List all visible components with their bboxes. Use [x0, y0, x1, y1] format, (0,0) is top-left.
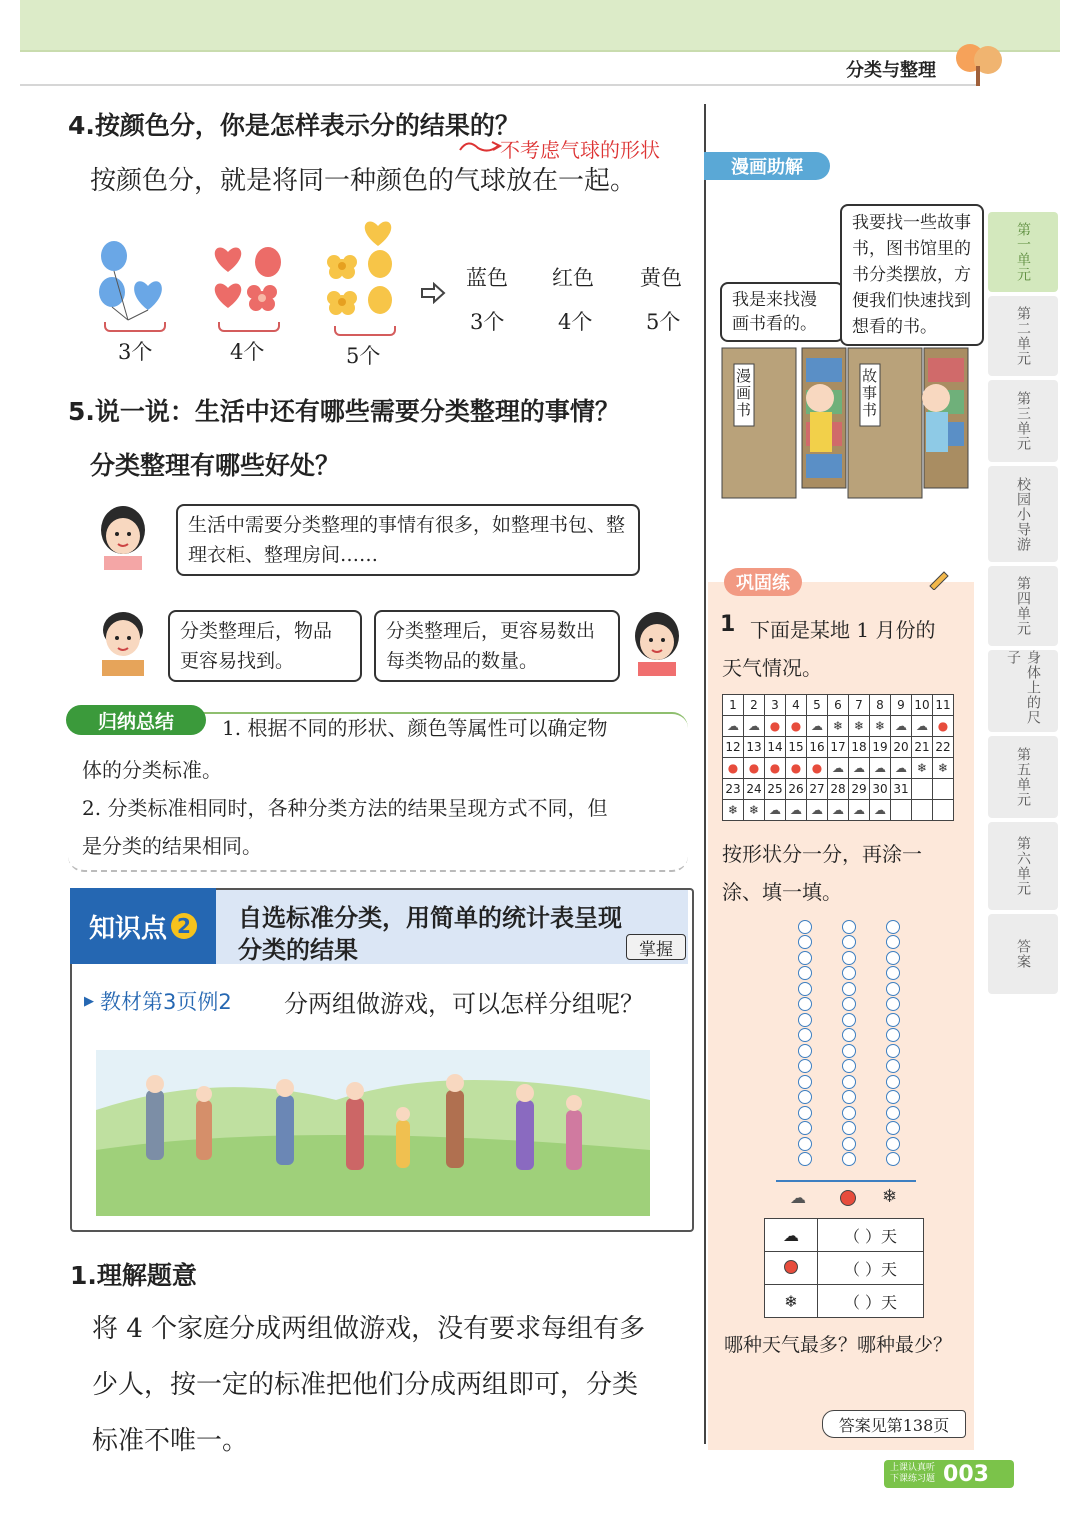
cloud-icon: ☁	[807, 716, 828, 737]
calendar-day: 19	[870, 737, 891, 758]
boy-avatar	[90, 604, 156, 676]
note-arrow-icon	[458, 136, 502, 156]
tally-sun-answer[interactable]: （ ）天	[818, 1252, 924, 1285]
summary-item-1b: 体的分类标准。	[82, 758, 222, 782]
color-circle[interactable]	[798, 1152, 812, 1166]
manga-bubble-right: 我要找一些故事书，图书馆里的书分类摆放，方便我们快速找到想看的书。	[840, 204, 984, 346]
circle-column-sun	[840, 918, 858, 1168]
cloud-icon: ☁	[912, 716, 933, 737]
cloud-icon: ☁	[723, 716, 744, 737]
circle-column-snow	[884, 918, 902, 1168]
practice-tag: 巩固练	[724, 568, 802, 596]
color-circle[interactable]	[798, 1013, 812, 1027]
snow-icon: ❄	[870, 716, 891, 737]
cloud-icon: ☁	[786, 800, 807, 821]
calendar-day	[912, 779, 933, 800]
bubble-boy: 分类整理后，物品更容易找到。	[168, 610, 362, 682]
snowflake-icon: ❄	[784, 1291, 798, 1311]
calendar-day: 27	[807, 779, 828, 800]
calendar-day: 7	[849, 695, 870, 716]
answer-ref[interactable]: 答案见第138页	[822, 1410, 966, 1438]
tab-unit-3[interactable]: 第三单元	[988, 380, 1058, 462]
calendar-day: 1	[723, 695, 744, 716]
understand-line-3: 标准不唯一。	[92, 1426, 249, 1456]
tab-unit-4[interactable]: 第四单元	[988, 566, 1058, 646]
bubble-girl-2: 分类整理后，更容易数出每类物品的数量。	[374, 610, 620, 682]
cloud-icon: ☁	[870, 800, 891, 821]
tab-unit-2[interactable]: 第二单元	[988, 296, 1058, 376]
color-circle[interactable]	[842, 966, 856, 980]
color-circle[interactable]	[886, 997, 900, 1011]
tab-body-ruler[interactable]: 身体上的尺子	[988, 650, 1058, 732]
color-circle[interactable]	[886, 1137, 900, 1151]
q4-title: 4.按颜色分，你是怎样表示分的结果的？	[68, 111, 520, 140]
color-circle[interactable]	[798, 1044, 812, 1058]
sun-icon: ●	[786, 716, 807, 737]
color-circle[interactable]	[798, 951, 812, 965]
understand-line-2: 少人，按一定的标准把他们分成两组即可，分类	[92, 1370, 639, 1400]
sun-icon: ●	[933, 716, 954, 737]
knowledge-number: 2	[171, 913, 197, 939]
color-circle[interactable]	[842, 982, 856, 996]
cloud-icon: ☁	[891, 716, 912, 737]
color-circle[interactable]	[886, 982, 900, 996]
tally-cloud-answer[interactable]: （ ）天	[818, 1219, 924, 1252]
tab-answers[interactable]: 答案	[988, 914, 1058, 994]
blue-balloons	[96, 240, 176, 330]
yellow-balloons	[322, 216, 402, 326]
bubble-girl: 生活中需要分类整理的事情有很多，如整理书包、整理衣柜、整理房间……	[176, 504, 640, 576]
color-circle[interactable]	[842, 1059, 856, 1073]
snow-icon: ❄	[828, 716, 849, 737]
sun-icon	[784, 1260, 798, 1274]
sun-icon	[840, 1190, 856, 1206]
page-number-badge	[884, 1460, 1014, 1488]
sun-icon: ●	[786, 758, 807, 779]
level-badge: 掌握	[626, 934, 686, 960]
color-circle[interactable]	[842, 951, 856, 965]
color-circle[interactable]	[842, 1044, 856, 1058]
knowledge-title-1: 自选标准分类，用简单的统计表呈现	[238, 904, 622, 932]
tally-table	[764, 1218, 924, 1318]
calendar-day: 11	[933, 695, 954, 716]
manga-bubble-left: 我是来找漫画书看的。	[720, 282, 844, 342]
tree-icon	[950, 38, 1010, 88]
cloud-icon: ☁	[783, 1225, 799, 1245]
calendar-day: 22	[933, 737, 954, 758]
calendar-day: 17	[828, 737, 849, 758]
manga-tag: 漫画助解	[704, 152, 830, 180]
practice-q-text-2: 天气情况。	[722, 656, 822, 680]
calendar-day: 31	[891, 779, 912, 800]
q5-subtitle: 分类整理有哪些好处？	[90, 451, 341, 480]
sun-icon: ●	[765, 716, 786, 737]
practice-q-number: 1	[720, 612, 736, 637]
arrow-right-icon	[420, 282, 446, 304]
girl-avatar	[90, 500, 156, 570]
understand-title: 1.理解题意	[70, 1261, 197, 1290]
calendar-day: 12	[723, 737, 744, 758]
color-circle[interactable]	[798, 997, 812, 1011]
column-baseline	[776, 1180, 916, 1182]
cloud-icon: ☁	[744, 716, 765, 737]
calendar-day: 9	[891, 695, 912, 716]
q4-text: 按颜色分，就是将同一种颜色的气球放在一起。	[90, 166, 637, 196]
calendar-day: 18	[849, 737, 870, 758]
color-circle[interactable]	[842, 1152, 856, 1166]
color-circle[interactable]	[842, 920, 856, 934]
label-red: 红色	[552, 266, 594, 290]
color-circle[interactable]	[842, 1106, 856, 1120]
color-circle[interactable]	[842, 1075, 856, 1089]
calendar-day: 21	[912, 737, 933, 758]
label-blue: 蓝色	[466, 266, 508, 290]
color-circle[interactable]	[798, 1075, 812, 1089]
color-circle[interactable]	[798, 920, 812, 934]
calendar-day: 26	[786, 779, 807, 800]
bracket-red	[218, 322, 280, 332]
yellow-count: 5个	[346, 344, 381, 368]
calendar-day: 5	[807, 695, 828, 716]
sun-icon: ●	[723, 758, 744, 779]
cloud-icon: ☁	[891, 758, 912, 779]
calendar-day: 16	[807, 737, 828, 758]
cloud-icon: ☁	[790, 1188, 806, 1207]
bracket-blue	[104, 322, 166, 332]
knowledge-question: 分两组做游戏，可以怎样分组呢？	[284, 990, 644, 1018]
color-circle[interactable]	[842, 1137, 856, 1151]
sun-icon: ●	[744, 758, 765, 779]
color-circle[interactable]	[886, 1028, 900, 1042]
snow-icon: ❄	[933, 758, 954, 779]
color-circle[interactable]	[886, 935, 900, 949]
color-circle[interactable]	[886, 951, 900, 965]
tab-unit-5[interactable]: 第五单元	[988, 736, 1058, 818]
weather-calendar	[722, 694, 954, 821]
blue-count: 3个	[118, 340, 153, 364]
unit-title: 分类与整理	[846, 60, 936, 81]
color-circle[interactable]	[842, 1028, 856, 1042]
color-circle[interactable]	[842, 997, 856, 1011]
cloud-icon: ☁	[807, 800, 828, 821]
red-count: 4个	[230, 340, 265, 364]
calendar-day: 25	[765, 779, 786, 800]
textbook-ref: 教材第3页例2	[100, 990, 232, 1014]
color-circle[interactable]	[798, 1121, 812, 1135]
color-circle[interactable]	[886, 1075, 900, 1089]
instruction-1: 按形状分一分，再涂一	[722, 842, 922, 866]
calendar-day: 14	[765, 737, 786, 758]
triangle-icon: ▶	[84, 994, 94, 1009]
color-circle[interactable]	[798, 1106, 812, 1120]
snow-icon: ❄	[744, 800, 765, 821]
color-circle[interactable]	[886, 1090, 900, 1104]
summary-item-1a: 1. 根据不同的形状、颜色等属性可以确定物	[222, 716, 608, 740]
bracket-yellow	[334, 326, 396, 336]
knowledge-title-2: 分类的结果	[238, 936, 358, 964]
snow-icon: ❄	[849, 716, 870, 737]
result-yellow: 5个	[646, 310, 681, 334]
color-circle[interactable]	[886, 920, 900, 934]
snowflake-icon: ❄	[882, 1186, 898, 1207]
pencil-icon	[926, 568, 952, 590]
calendar-day: 2	[744, 695, 765, 716]
color-circle[interactable]	[842, 1121, 856, 1135]
summary-item-2b: 是分类的结果相同。	[82, 834, 262, 858]
practice-ask: 哪种天气最多？哪种最少？	[724, 1334, 953, 1356]
summary-item-2a: 2. 分类标准相同时，各种分类方法的结果呈现方式不同，但	[82, 796, 608, 820]
practice-q-text-1: 下面是某地 1 月份的	[750, 618, 936, 642]
color-circle[interactable]	[886, 966, 900, 980]
cloud-icon: ☁	[765, 800, 786, 821]
calendar-day: 20	[891, 737, 912, 758]
cloud-icon: ☁	[828, 758, 849, 779]
q5-title: 5.说一说：生活中还有哪些需要分类整理的事情？	[68, 397, 620, 426]
tab-campus-guide[interactable]: 校园小导游	[988, 466, 1058, 562]
snow-icon: ❄	[723, 800, 744, 821]
calendar-day: 8	[870, 695, 891, 716]
slogan-2: 下课练习题	[890, 1474, 936, 1484]
shelf-label-story: 故事书	[862, 367, 878, 419]
understand-line-1: 将 4 个家庭分成两组做游戏，没有要求每组有多	[92, 1314, 646, 1344]
shelf-label-comic: 漫画书	[736, 367, 752, 419]
cloud-icon: ☁	[828, 800, 849, 821]
cloud-icon: ☁	[849, 758, 870, 779]
girl-2-avatar	[624, 606, 690, 676]
color-circle[interactable]	[886, 1152, 900, 1166]
color-circle[interactable]	[842, 1090, 856, 1104]
color-circle[interactable]	[798, 935, 812, 949]
empty-cell	[933, 800, 954, 821]
color-circle[interactable]	[886, 1059, 900, 1073]
tab-unit-6[interactable]: 第六单元	[988, 822, 1058, 910]
color-circle[interactable]	[798, 1137, 812, 1151]
calendar-day: 13	[744, 737, 765, 758]
label-yellow: 黄色	[640, 266, 682, 290]
tally-snow-answer[interactable]: （ ）天	[818, 1285, 924, 1318]
slogan-1: 上课认真听	[890, 1463, 936, 1473]
result-red: 4个	[558, 310, 593, 334]
cloud-icon: ☁	[849, 800, 870, 821]
library-illustration	[720, 344, 970, 500]
color-circle[interactable]	[886, 1044, 900, 1058]
header-divider	[20, 84, 980, 86]
knowledge-tag-label: 知识点	[88, 913, 167, 944]
empty-cell	[891, 800, 912, 821]
sun-icon: ●	[765, 758, 786, 779]
q4-note: 不考虑气球的形状	[500, 138, 660, 162]
red-balloons	[206, 240, 286, 330]
result-blue: 3个	[470, 310, 505, 334]
families-illustration	[96, 1050, 650, 1216]
calendar-day: 6	[828, 695, 849, 716]
color-circle[interactable]	[798, 982, 812, 996]
cloud-icon: ☁	[870, 758, 891, 779]
sun-icon: ●	[807, 758, 828, 779]
calendar-day: 24	[744, 779, 765, 800]
color-circle[interactable]	[798, 1059, 812, 1073]
color-circle[interactable]	[886, 1106, 900, 1120]
calendar-day: 10	[912, 695, 933, 716]
color-circle[interactable]	[886, 1121, 900, 1135]
color-circle[interactable]	[842, 1013, 856, 1027]
calendar-day: 23	[723, 779, 744, 800]
snow-icon: ❄	[912, 758, 933, 779]
color-circle[interactable]	[886, 1013, 900, 1027]
calendar-day: 3	[765, 695, 786, 716]
page-number: 003	[943, 1461, 989, 1487]
summary-tag: 归纳总结	[66, 705, 206, 735]
calendar-day: 30	[870, 779, 891, 800]
tab-unit-1[interactable]: 第一单元	[988, 212, 1058, 292]
color-circle[interactable]	[798, 966, 812, 980]
calendar-day: 4	[786, 695, 807, 716]
calendar-day: 15	[786, 737, 807, 758]
color-circle[interactable]	[842, 935, 856, 949]
calendar-day: 29	[849, 779, 870, 800]
calendar-day: 28	[828, 779, 849, 800]
color-circle[interactable]	[798, 1028, 812, 1042]
knowledge-tag	[70, 888, 216, 964]
circle-column-cloud	[796, 918, 814, 1168]
empty-cell	[912, 800, 933, 821]
column-divider	[704, 104, 706, 1444]
calendar-day	[933, 779, 954, 800]
instruction-2: 涂、填一填。	[722, 880, 842, 904]
header-band	[20, 0, 1060, 52]
color-circle[interactable]	[798, 1090, 812, 1104]
